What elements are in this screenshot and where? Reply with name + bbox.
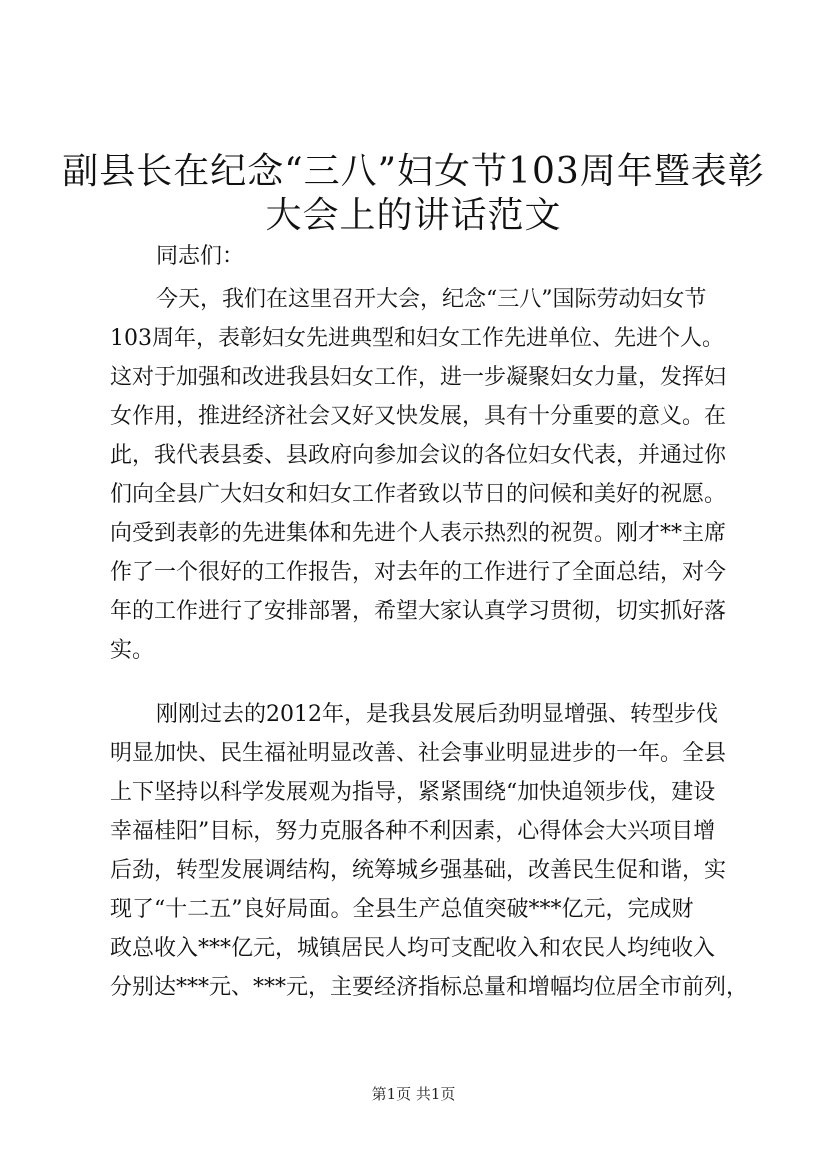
paragraph-1-line: 实。 xyxy=(110,638,155,663)
paragraph-1-line: 们向全县广大妇女和妇女工作者致以节日的问候和美好的祝愿。 xyxy=(110,482,727,507)
paragraph-1-line: 向受到表彰的先进集体和先进个人表示热烈的祝贺。刚才**主席 xyxy=(110,521,727,546)
document-title-line-1: 副县长在纪念“三八”妇女节103周年暨表彰 xyxy=(62,151,765,192)
paragraph-2-line: 刚刚过去的2012年，是我县发展后劲明显增强、转型步伐 xyxy=(156,702,718,727)
paragraph-1-line: 年的工作进行了安排部署，希望大家认真学习贯彻，切实抓好落 xyxy=(110,599,727,624)
page-footer: 第1页 共1页 xyxy=(371,1085,456,1103)
paragraph-1-line: 此，我代表县委、县政府向参加会议的各位妇女代表，并通过你 xyxy=(110,443,727,468)
document-title-line-2: 大会上的讲话范文 xyxy=(265,195,562,236)
paragraph-2-line: 后劲，转型发展调结构，统筹城乡强基础，改善民生促和谐，实 xyxy=(110,858,727,883)
paragraph-2-line: 明显加快、民生福祉明显改善、社会事业明显进步的一年。全县 xyxy=(110,741,727,766)
paragraph-2-line: 幸福桂阳”目标，努力克服各种不利因素，心得体会大兴项目增 xyxy=(110,819,716,844)
paragraph-2-line: 分别达***元、***元，主要经济指标总量和增幅均位居全市前列， xyxy=(110,975,749,1000)
paragraph-1-line: 今天，我们在这里召开大会，纪念“三八”国际劳动妇女节 xyxy=(156,287,707,312)
paragraph-1-line: 女作用，推进经济社会又好又快发展，具有十分重要的意义。在 xyxy=(110,404,727,429)
paragraph-1-line: 103周年，表彰妇女先进典型和妇女工作先进单位、先进个人。 xyxy=(110,326,724,351)
salutation: 同志们： xyxy=(156,244,245,269)
paragraph-1-line: 作了一个很好的工作报告，对去年的工作进行了全面总结，对今 xyxy=(110,560,727,585)
paragraph-2-line: 政总收入***亿元，城镇居民人均可支配收入和农民人均纯收入 xyxy=(110,936,716,961)
paragraph-2-line: 现了“十二五”良好局面。全县生产总值突破***亿元，完成财 xyxy=(110,897,694,922)
paragraph-2-line: 上下坚持以科学发展观为指导，紧紧围绕“加快追领步伐，建设 xyxy=(110,780,716,805)
paragraph-1-line: 这对于加强和改进我县妇女工作，进一步凝聚妇女力量，发挥妇 xyxy=(110,365,727,390)
